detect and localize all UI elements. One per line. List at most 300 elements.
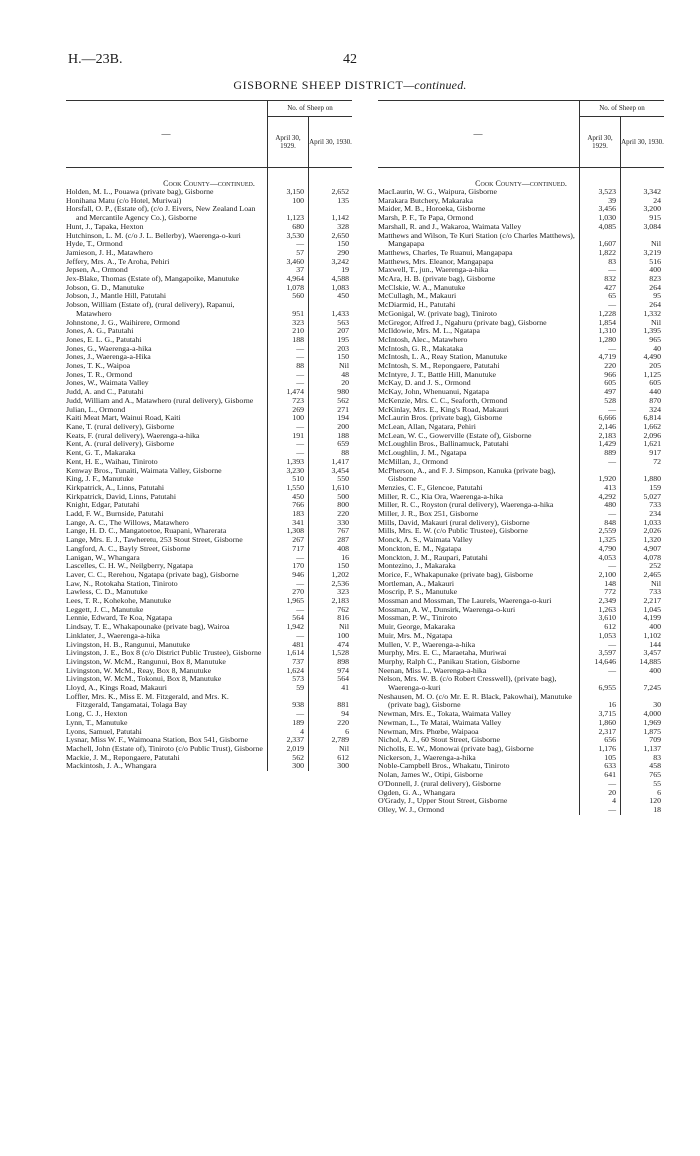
- year-1930-heading: April 30, 1930.: [620, 117, 664, 167]
- holder-name: King, J. F., Manutuke: [66, 474, 134, 484]
- sheep-1930: 500: [337, 491, 349, 501]
- sheep-1930: 290: [337, 247, 349, 257]
- sheep-1930: 1,395: [643, 326, 661, 336]
- sheep-1929: —: [296, 709, 304, 719]
- sheep-1929: 4,790: [598, 543, 616, 553]
- sheep-1929: 4: [300, 726, 304, 736]
- sheep-1929: 2,183: [598, 430, 616, 440]
- sheep-1929: 481: [292, 639, 304, 649]
- sheep-1929: 1,624: [286, 665, 304, 675]
- sheep-1929: 2,317: [598, 726, 616, 736]
- holder-name: Kent, H. E., Waihau, Tiniroto: [66, 456, 158, 466]
- sheep-1929: 723: [292, 395, 304, 405]
- sheep-1930: Nil: [651, 239, 661, 249]
- holder-name: O'Donnell, J. (rural delivery), Gisborne: [378, 778, 501, 788]
- holder-name: Montezino, J., Makaraka: [378, 561, 456, 571]
- holder-name: McLoughlin Bros., Ballinamuck, Patutahi: [378, 439, 509, 449]
- sheep-1929: 946: [292, 569, 304, 579]
- sheep-1929: 1,860: [598, 717, 616, 727]
- sheep-1930: 2,536: [331, 578, 349, 588]
- sheep-1930: 1,033: [643, 517, 661, 527]
- sheep-1930: 816: [337, 613, 349, 623]
- sheep-1930: 195: [337, 334, 349, 344]
- holder-name: Mortleman, A., Makauri: [378, 578, 455, 588]
- sheep-1929: 413: [604, 482, 616, 492]
- holder-name: Livingston, J. E., Box 8 (c/o District Public Trustee), Gisborne: [66, 648, 262, 658]
- sheep-1929: 6,955: [598, 683, 616, 693]
- sheep-1930: 3,200: [643, 204, 661, 214]
- sheep-1930: 800: [337, 500, 349, 510]
- sheep-1930: 408: [337, 543, 349, 553]
- sheep-1929: 20: [608, 787, 616, 797]
- sheep-1930: Nil: [651, 317, 661, 327]
- sheep-1930: 200: [337, 421, 349, 431]
- holder-name: Matthews, Charles, Te Ruanui, Mangapapa: [378, 247, 513, 257]
- holder-name: McIldowie, Mrs. M. L., Ngatapa: [378, 326, 480, 336]
- holder-name: Kent, A. (rural delivery), Gisborne: [66, 439, 175, 449]
- sheep-1930: 330: [337, 517, 349, 527]
- sheep-1929: 1,942: [286, 622, 304, 632]
- sheep-1929: 100: [292, 195, 304, 205]
- sheep-1930: Nil: [339, 744, 349, 753]
- holder-name: Livingston, W. McM., Rangunui, Box 8, Manutuke: [66, 656, 226, 666]
- sheep-1929: 1,123: [286, 213, 304, 223]
- sheep-1930: 19: [341, 265, 349, 275]
- sheep-1929: —: [296, 604, 304, 614]
- sheep-1929: 2,100: [598, 569, 616, 579]
- sheep-1929: 951: [292, 308, 304, 318]
- sheep-1929: 1,429: [598, 439, 616, 449]
- sheep-1929: 6,666: [598, 413, 616, 423]
- table-row: [66, 762, 352, 771]
- sheep-1929: 300: [292, 761, 304, 771]
- holder-name: Matthews, Mrs. Eleanor, Mangapapa: [378, 256, 494, 266]
- holder-name: Lynn, T., Manutuke: [66, 717, 128, 727]
- sheep-1930: 1,875: [643, 726, 661, 736]
- sheep-1929: —: [296, 352, 304, 362]
- sheep-1929: 680: [292, 221, 304, 231]
- sheep-1929: 528: [604, 395, 616, 405]
- sheep-1929: 1,228: [598, 308, 616, 318]
- sheep-1929: 1,965: [286, 596, 304, 606]
- sheep-1929: 848: [604, 517, 616, 527]
- sheep-1930: 2,652: [331, 187, 349, 196]
- sheep-1930: 1,102: [643, 630, 661, 640]
- sheep-1930: 72: [653, 456, 661, 466]
- holder-name: McLaurin Bros. (private bag), Gisborne: [378, 413, 503, 423]
- holder-name: Maxwell, T., jun., Waerenga-a-hika: [378, 265, 489, 275]
- sheep-1930: 1,320: [643, 535, 661, 545]
- holder-name: Olley, W. J., Ormond: [378, 804, 444, 814]
- holder-name: Langford, A. C., Bayly Street, Gisborne: [66, 543, 191, 553]
- sheep-1929: —: [296, 630, 304, 640]
- sheep-1930: 898: [337, 656, 349, 666]
- sheep-1929: 14,646: [594, 656, 616, 666]
- sheep-1930: 3,242: [331, 256, 349, 266]
- sheep-1930: 40: [653, 343, 661, 353]
- sheep-1930: 6: [657, 787, 661, 797]
- sheep-1929: 656: [604, 735, 616, 745]
- holder-name: Nolan, James W., Otipi, Gisborne: [378, 770, 483, 780]
- sheep-1930: 2,465: [643, 569, 661, 579]
- sheep-1930: 1,880: [643, 474, 661, 484]
- sheep-1929: 573: [292, 674, 304, 684]
- holder-name: Kane, T. (rural delivery), Gisborne: [66, 421, 175, 431]
- sheep-1929: 1,822: [598, 247, 616, 257]
- sheep-1929: 4,719: [598, 352, 616, 362]
- sheep-1930: 300: [337, 761, 349, 771]
- sheep-1930: 881: [337, 700, 349, 710]
- sheep-1930: 287: [337, 535, 349, 545]
- sheep-1929: 2,146: [598, 421, 616, 431]
- sheep-1930: 974: [337, 665, 349, 675]
- table-row: [378, 232, 664, 249]
- holder-name: Hutchinson, L. M. (c/o J. L. Bellerby), Waerenga-o-kuri: [66, 230, 241, 240]
- holder-name: Jobson, J., Mantle Hill, Patutahi: [66, 291, 167, 301]
- holder-name: McGonigal, W. (private bag), Tiniroto: [378, 308, 497, 318]
- sheep-1930: 1,662: [643, 421, 661, 431]
- holder-name: Lange, Mrs. E. J., Tawheretu, 253 Stout Street, Gisborne: [66, 535, 243, 545]
- sheep-1930: 150: [337, 561, 349, 571]
- sheep-1929: —: [608, 456, 616, 466]
- sheep-1929: —: [296, 552, 304, 562]
- sheep-1930: 915: [649, 213, 661, 223]
- holder-name: Mossman, A. W., Dunsirk, Waerenga-o-kuri: [378, 604, 516, 614]
- title-suffix: —continued.: [403, 78, 467, 92]
- sheep-1930: 220: [337, 509, 349, 519]
- sheep-1930: 20: [341, 378, 349, 388]
- table-row: [378, 693, 664, 710]
- name-heading: —: [473, 129, 483, 139]
- sheep-1930: 450: [337, 291, 349, 301]
- sheep-1930: 733: [649, 587, 661, 597]
- sheep-1929: 1,474: [286, 387, 304, 397]
- holder-name: Lindsay, T. E., Whakapounake (private bag), Wairoa: [66, 622, 230, 632]
- sheep-1930: 1,045: [643, 604, 661, 614]
- sheep-1929: 612: [604, 622, 616, 632]
- sheep-1929: 2,019: [286, 744, 304, 753]
- sheep-1929: —: [296, 343, 304, 353]
- table-row: [66, 301, 352, 318]
- holder-name: Lawless, C. D., Manutuke: [66, 587, 148, 597]
- holder-name: Lange, H. D. C., Mangatoetoe, Ruapani, Wharerata: [66, 526, 227, 536]
- sheep-1930: 965: [649, 334, 661, 344]
- table-row: [66, 693, 352, 710]
- sheep-1930: 48: [341, 369, 349, 379]
- holder-name: McLean, Allan, Ngatara, Pehiri: [378, 421, 476, 431]
- sheep-1929: 83: [608, 256, 616, 266]
- table-row: [378, 467, 664, 484]
- holder-name: Monck, A. S., Waimata Valley: [378, 535, 473, 545]
- holder-name: McLean, W. C., Gowerville (Estate of), Gisborne: [378, 430, 532, 440]
- holder-name: McMillan, J., Ormond: [378, 456, 448, 466]
- holder-name: Moscrip, P. S., Manutuke: [378, 587, 458, 597]
- sheep-1929: 717: [292, 543, 304, 553]
- holder-name: Law, N., Rotokaha Station, Tiniroto: [66, 578, 178, 588]
- holder-name: Lange, A. C., The Willows, Matawhero: [66, 517, 189, 527]
- holder-name: Lees, T. R., Kohekohe, Manutuke: [66, 596, 172, 606]
- sheep-1929: —: [608, 665, 616, 675]
- holder-name: Jepsen, A., Ormond: [66, 265, 128, 275]
- sheep-1929: 341: [292, 517, 304, 527]
- sheep-1929: 170: [292, 561, 304, 571]
- sheep-1929: 191: [292, 430, 304, 440]
- sheep-1929: 323: [292, 317, 304, 327]
- sheep-1929: 57: [296, 247, 304, 257]
- holder-name: Jobson, G. D., Manutuke: [66, 282, 145, 292]
- holder-name: Newman, Mrs. E., Tokata, Waimata Valley: [378, 709, 512, 719]
- sheep-1929: 832: [604, 274, 616, 284]
- sheep-1930: 733: [649, 500, 661, 510]
- sheep-1929: —: [296, 378, 304, 388]
- holder-name: Judd, William and A., Matawhero (rural delivery), Gisborne: [66, 395, 254, 405]
- sheep-1930: 1,137: [643, 744, 661, 753]
- holder-name: Jones, E. L. G., Patutahi: [66, 334, 142, 344]
- sheep-1930: 1,142: [331, 213, 349, 223]
- holder-name: Kirkpatrick, A., Linns, Patutahi: [66, 482, 165, 492]
- sheep-1930: 659: [337, 439, 349, 449]
- holder-name: Kaiti Meat Mart, Wainui Road, Kaiti: [66, 413, 181, 423]
- holder-name: McIntosh, L. A., Reay Station, Manutuke: [378, 352, 508, 362]
- sheep-1930: 1,202: [331, 569, 349, 579]
- sheep-1929: 2,559: [598, 526, 616, 536]
- holder-name: Mills, David, Makauri (rural delivery), Gisborne: [378, 517, 530, 527]
- holder-name: Jamieson, J. H., Matawhero: [66, 247, 153, 257]
- sheep-1929: —: [608, 561, 616, 571]
- sheep-1929: 1,176: [598, 744, 616, 753]
- sheep-1929: —: [608, 778, 616, 788]
- report-reference: H.—23B.: [68, 52, 123, 67]
- sheep-1929: 148: [604, 578, 616, 588]
- holder-name: McKinlay, Mrs. E., King's Road, Makauri: [378, 404, 509, 414]
- sheep-1930: 2,217: [643, 596, 661, 606]
- sheep-heading: No. of Sheep on: [579, 101, 664, 117]
- holder-name: McCullagh, M., Makauri: [378, 291, 457, 301]
- holder-name: Leggett, J. C., Manutuke: [66, 604, 144, 614]
- sheep-1930: 1,528: [331, 648, 349, 658]
- sheep-1930: 94: [341, 709, 349, 719]
- sheep-1929: 766: [292, 500, 304, 510]
- sheep-1930: 207: [337, 326, 349, 336]
- sheep-1929: 220: [604, 361, 616, 371]
- holder-name: Kenway Bros., Tunaiti, Waimata Valley, Gisborne: [66, 465, 222, 475]
- sheep-1929: 39: [608, 195, 616, 205]
- holder-name: Newman, Mrs. Phœbe, Waipaoa: [378, 726, 479, 736]
- sheep-1930: Nil: [339, 361, 349, 371]
- sheep-1930: 823: [649, 274, 661, 284]
- sheep-1930: 400: [649, 265, 661, 275]
- sheep-1930: 88: [341, 448, 349, 458]
- holder-name: Kirkpatrick, David, Linns, Patutahi: [66, 491, 177, 501]
- holder-name: Marakara Butchery, Makaraka: [378, 195, 473, 205]
- holder-name: Mills, Mrs. E. W. (c/o Public Trustee), Gisborne: [378, 526, 528, 536]
- sheep-1930: 3,084: [643, 221, 661, 231]
- holder-name: Muir, Mrs. M., Ngatapa: [378, 630, 453, 640]
- year-1930-heading: April 30, 1930.: [308, 117, 352, 167]
- sheep-1930: 2,096: [643, 430, 661, 440]
- sheep-1930: 917: [649, 448, 661, 458]
- page-title: [0, 78, 700, 93]
- holder-name: Judd, A. and C., Patutahi: [66, 387, 144, 397]
- holder-name: McKay, D. and J. S., Ormond: [378, 378, 471, 388]
- column-divider: [267, 166, 268, 771]
- holder-name: Menzies, C. F., Glencoe, Patutahi: [378, 482, 483, 492]
- sheep-1930: 709: [649, 735, 661, 745]
- column-divider: [620, 166, 621, 815]
- sheep-1929: 1,030: [598, 213, 616, 223]
- sheep-1930: 564: [337, 674, 349, 684]
- holder-name: Murphy, Ralph C., Panikau Station, Gisborne: [378, 656, 520, 666]
- sheep-1930: 135: [337, 195, 349, 205]
- sheep-heading: No. of Sheep on: [267, 101, 352, 117]
- holder-name: McAra, H. B. (private bag), Gisborne: [378, 274, 496, 284]
- holder-name: Mossman and Mossman, The Laurels, Waerenga-o-kuri: [378, 596, 552, 606]
- sheep-1930: 6,814: [643, 413, 661, 423]
- sheep-1930: 1,621: [643, 439, 661, 449]
- sheep-1930: 150: [337, 239, 349, 249]
- page-number: 42: [343, 52, 357, 67]
- sheep-1929: —: [608, 343, 616, 353]
- holder-name: Mackie, J. M., Repongaere, Patutahi: [66, 752, 180, 762]
- table-row: [378, 675, 664, 692]
- sheep-1929: 3,530: [286, 230, 304, 240]
- sheep-1930: 150: [337, 352, 349, 362]
- column-divider: [308, 166, 309, 771]
- sheep-1930: 563: [337, 317, 349, 327]
- sheep-1930: 328: [337, 221, 349, 231]
- sheep-1929: 641: [604, 770, 616, 780]
- sheep-1929: 1,920: [598, 474, 616, 484]
- sheep-1930: 4,907: [643, 543, 661, 553]
- table-column-right: [378, 100, 664, 815]
- sheep-1930: 4,078: [643, 552, 661, 562]
- holder-name: Noble-Campbell Bros., Whakatu, Tiniroto: [378, 761, 510, 771]
- sheep-1929: 59: [296, 683, 304, 693]
- holder-name: Jones, J., Waerenga-a-Hika: [66, 352, 151, 362]
- sheep-1929: 1,393: [286, 456, 304, 466]
- holder-name: Keats, F. (rural delivery), Waerenga-a-hika: [66, 430, 200, 440]
- sheep-1930: 120: [649, 796, 661, 806]
- holder-name: Honihana Matu (c/o Hotel, Muriwai): [66, 195, 182, 205]
- sheep-1930: 220: [337, 717, 349, 727]
- table-header: [378, 100, 664, 168]
- sheep-1930: 3,454: [331, 465, 349, 475]
- holder-name: Jex-Blake, Thomas (Estate of), Mangapoike, Manutuke: [66, 274, 240, 284]
- holder-name: Hyde, T., Ormond: [66, 239, 123, 249]
- sheep-1930: 400: [649, 622, 661, 632]
- sheep-1929: 4,053: [598, 552, 616, 562]
- holder-name: Neenan, Miss L., Waerenga-a-hika: [378, 665, 487, 675]
- sheep-1929: 1,263: [598, 604, 616, 614]
- sheep-1930: 3,457: [643, 648, 661, 658]
- sheep-1929: 4,964: [286, 274, 304, 284]
- sheep-1930: 1,417: [331, 456, 349, 466]
- holder-name: Jeffery, Mrs. A., Te Aroha, Pehiri: [66, 256, 170, 266]
- sheep-1929: 1,550: [286, 482, 304, 492]
- holder-name: Monckton, J. M., Raupari, Patutahi: [378, 552, 488, 562]
- sheep-1930: 605: [649, 378, 661, 388]
- sheep-1930: 4,490: [643, 352, 661, 362]
- sheep-1929: 188: [292, 334, 304, 344]
- sheep-1929: 2,349: [598, 596, 616, 606]
- holder-name: Nelson, Mrs. W. B. (c/o Robert Cresswell), (private bag), Waerenga-o-kuri: [378, 674, 557, 693]
- holder-name: Linklater, J., Waerenga-a-hika: [66, 630, 160, 640]
- sheep-1929: 3,150: [286, 187, 304, 196]
- table-rows: [378, 188, 664, 815]
- sheep-1929: —: [608, 639, 616, 649]
- sheep-1929: 2,337: [286, 735, 304, 745]
- sheep-1930: 203: [337, 343, 349, 353]
- sheep-1929: 3,597: [598, 648, 616, 658]
- holder-name: Jones, T. R., Ormond: [66, 369, 133, 379]
- sheep-1930: 55: [653, 778, 661, 788]
- sheep-1930: 14,885: [639, 656, 661, 666]
- sheep-1929: 4,085: [598, 221, 616, 231]
- sheep-1930: 2,789: [331, 735, 349, 745]
- sheep-1929: 772: [604, 587, 616, 597]
- sheep-1929: 427: [604, 282, 616, 292]
- holder-name: Nickerson, J., Waerenga-a-hika: [378, 752, 476, 762]
- sheep-1929: 1,308: [286, 526, 304, 536]
- sheep-1930: 1,433: [331, 308, 349, 318]
- holder-name: O'Grady, J., Upper Stout Street, Gisborne: [378, 796, 508, 806]
- sheep-1929: —: [296, 239, 304, 249]
- sheep-1930: 3,219: [643, 247, 661, 257]
- sheep-1929: 189: [292, 717, 304, 727]
- sheep-1929: 4,292: [598, 491, 616, 501]
- sheep-1929: 100: [292, 413, 304, 423]
- sheep-1930: 5,027: [643, 491, 661, 501]
- sheep-1929: 3,230: [286, 465, 304, 475]
- holder-name: Lloyd, A., Kings Road, Makauri: [66, 683, 167, 693]
- holder-name: McDiarmid, H., Patutahi: [378, 300, 456, 310]
- holder-name: Ladd, F. W., Burnside, Patutahi: [66, 509, 164, 519]
- sheep-1930: 30: [653, 700, 661, 710]
- holder-name: McLoughlin, J. M., Ngatapa: [378, 448, 467, 458]
- sheep-1930: 1,610: [331, 482, 349, 492]
- holder-name: Marsh, P. F., Te Papa, Ormond: [378, 213, 474, 223]
- sheep-1930: 324: [649, 404, 661, 414]
- section-heading: Cook County—continued.: [163, 179, 255, 188]
- holder-name: Julian, L., Ormond: [66, 404, 126, 414]
- sheep-1930: 24: [653, 195, 661, 205]
- year-1929-heading: April 30, 1929.: [267, 117, 308, 167]
- sheep-1930: 762: [337, 604, 349, 614]
- holder-name: McKay, John, Whenuanui, Ngatapa: [378, 387, 490, 397]
- holder-name: Loffler, Mrs. K., Miss E. M. Fitzgerald, and Mrs. K. Fitzgerald, Tangamatai, Tolaga Bay: [66, 691, 229, 710]
- sheep-1929: 564: [292, 613, 304, 623]
- sheep-1929: 16: [608, 700, 616, 710]
- holder-name: Marshall, R. and J., Wakaroa, Waimata Valley: [378, 221, 522, 231]
- sheep-1930: 1,332: [643, 308, 661, 318]
- sheep-1929: 560: [292, 291, 304, 301]
- sheep-1930: Nil: [651, 578, 661, 588]
- holder-name: Murphy, Mrs. E. C., Maraetaha, Muriwai: [378, 648, 507, 658]
- holder-name: Jones, W., Waimata Valley: [66, 378, 149, 388]
- sheep-1929: 105: [604, 752, 616, 762]
- sheep-1930: 234: [649, 509, 661, 519]
- holder-name: Miller, J. R., Box 251, Gisborne: [378, 509, 479, 519]
- sheep-1930: 7,245: [643, 683, 661, 693]
- holder-name: Newman, L., Te Matai, Waimata Valley: [378, 717, 502, 727]
- sheep-1929: 88: [296, 361, 304, 371]
- sheep-1930: 1,083: [331, 282, 349, 292]
- holder-name: Jones, T. K., Waipoa: [66, 361, 131, 371]
- sheep-1929: 65: [608, 291, 616, 301]
- sheep-1930: 4,000: [643, 709, 661, 719]
- sheep-1929: 3,456: [598, 204, 616, 214]
- sheep-1929: 3,610: [598, 613, 616, 623]
